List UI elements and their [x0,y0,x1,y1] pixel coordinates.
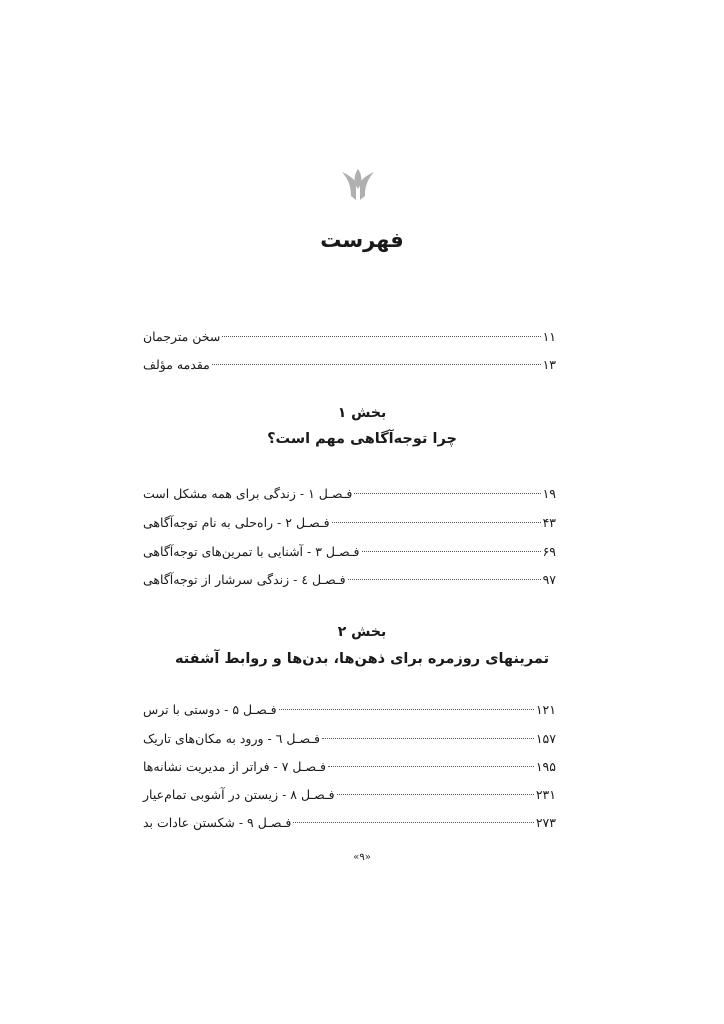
toc-entry-chapter-5 [140,700,558,720]
toc-entry-label: فـصـل ۹ - شکستن عادات بد [143,815,292,830]
toc-entry-label: فـصـل ۸ - زیستن در آشوبی تمام‌عیار [143,787,335,802]
leader-dots [222,335,540,337]
leader-dots [354,492,540,494]
toc-entry-chapter-1 [140,484,558,504]
toc-page-number: ۱۹۵ [535,759,556,774]
toc-entry-chapter-9 [140,813,558,833]
leader-dots [332,521,541,523]
leader-dots [362,550,541,552]
toc-entry-chapter-3 [140,542,558,562]
toc-page-number: ۲۷۳ [535,815,556,830]
leader-dots [279,708,534,710]
toc-entry-chapter-4 [140,570,558,590]
toc-entry-label: فـصـل ۲ - راه‌حلی به نام توجه‌آگاهی [143,515,330,530]
page-folio: «۹» [353,852,371,863]
part-1-label: بخش ۱ [337,405,387,421]
toc-entry-label: فـصـل ۵ - دوستی با ترس [143,702,277,717]
toc-page-number: ۱۱ [542,329,556,344]
toc-entry-label: فـصـل ٦ - ورود به مکان‌های تاریک [143,731,321,746]
leader-dots [212,363,541,365]
toc-page-number: ۲۳۱ [535,787,556,802]
toc-entry-label: مقدمه مؤلف [143,357,210,372]
leader-dots [337,793,534,795]
part-2-label: بخش ۲ [337,624,387,640]
toc-page-number: ۱۵۷ [535,731,556,746]
toc-page-number: ۶۹ [542,544,556,559]
toc-entry-label: فـصـل ۱ - زندگی برای همه مشکل است [143,486,353,501]
toc-entry-chapter-7 [140,757,558,777]
toc-page-number: ۹۷ [542,572,556,587]
toc-page-number: ۱۲۱ [535,702,556,717]
leader-dots [328,765,534,767]
leader-dots [293,821,533,823]
toc-page-number: ۱۳ [542,357,556,372]
part-2-title: تمرینهای روزمره برای ذهن‌ها، بدن‌ها و روابط آشفته [174,651,550,667]
leader-dots [348,578,541,580]
toc-entry-chapter-8 [140,785,558,805]
leader-dots [322,737,534,739]
toc-entry-label: فـصـل ۷ - فراتر از مدیریت نشانه‌ها [143,759,327,774]
toc-entry-chapter-2 [140,513,558,533]
page-title: فهرست [320,228,404,252]
toc-entry-authors-intro [140,355,558,375]
toc-entry-translators-note [140,327,558,347]
toc-entry-label: سخن مترجمان [143,329,221,344]
toc-page-number: ۱۹ [542,486,556,501]
tulip-icon [340,168,376,202]
toc-page-number: ۴۳ [542,515,556,530]
part-1-title: چرا توجه‌آگاهی مهم است؟ [267,431,457,447]
toc-entry-label: فـصـل ۳ - آشنایی با تمرین‌های توجه‌آگاهی [143,544,360,559]
toc-entry-label: فـصـل ٤ - زندگی سرشار از توجه‌آگاهی [143,572,346,587]
toc-entry-chapter-6 [140,729,558,749]
